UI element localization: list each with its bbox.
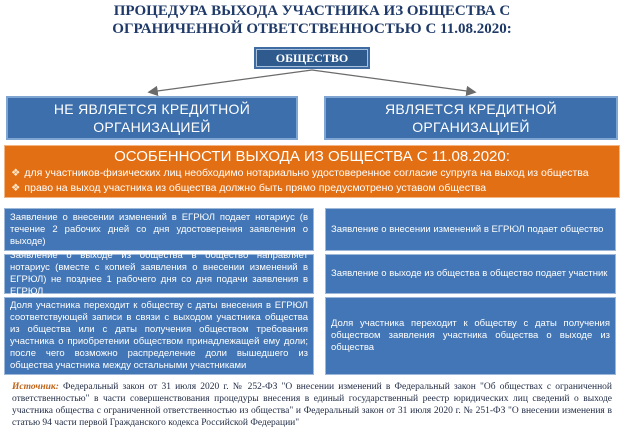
features-heading: ОСОБЕННОСТИ ВЫХОДА ИЗ ОБЩЕСТВА С 11.08.2020: xyxy=(114,148,510,165)
right-step-1-text: Заявление о внесении изменений в ЕГРЮЛ подает общество xyxy=(331,223,604,235)
source-text: Федеральный закон от 31 июля 2020 г. № 252-ФЗ "О внесении изменений в Федеральный закон "Об обществах с ограниченной ответственностью" в части совершенствования процедуры внесения в единый государственный реестр юридических лиц сведений о выходе участника общества с ограниченной ответственностью из общества" и Федеральный закон от 31 июля 2020 г. № 251-ФЗ "О внесении изменения в статью 94 части первой Гражданского кодекса Российской Федерации" xyxy=(12,382,612,428)
features-item xyxy=(11,181,619,196)
left-step-1 xyxy=(4,208,314,251)
root-node-society: ОБЩЕСТВО xyxy=(256,49,368,67)
left-step-2 xyxy=(4,250,314,297)
left-step-3-text: Доля участника переходит к обществу с даты внесения в ЕГРЮЛ соответствующей записи в связи с выходом участника общества из общества или с даты получения обществом требования участника о приобретении обществом принадлежащей ему доли; после чего возможно распределение доли вышедшего из общества участника между остальными участниками xyxy=(10,300,308,371)
features-item-text: для участников-физических лиц необходимо нотариально удостоверенное согласие супруга на выход из общества xyxy=(24,167,589,179)
page-title: ПРОЦЕДУРА ВЫХОДА УЧАСТНИКА ИЗ ОБЩЕСТВА С ОГРАНИЧЕННОЙ ОТВЕТСТВЕННОСТЬЮ С 11.08.2020: xyxy=(112,3,512,37)
features-box xyxy=(4,145,620,198)
features-item-text: право на выход участника из общества должно быть прямо предусмотрено уставом общества xyxy=(24,182,487,194)
source-note xyxy=(12,381,612,429)
features-item xyxy=(11,166,619,181)
node-not-credit-org xyxy=(6,96,298,140)
left-step-2-text: Заявление о выходе из общества в общество направляет нотариус (вместе с копией заявления о внесении изменений в ЕГРЮЛ) не позднее 1 рабочего дня со дня подачи заявления в ЕГРЮЛ xyxy=(10,250,308,297)
right-step-1 xyxy=(325,208,616,251)
right-step-3-text: Доля участника переходит к обществу с даты получения обществом заявления участника общества о выходе из общества xyxy=(331,318,610,353)
node-credit-org-label: ЯВЛЯЕТСЯ КРЕДИТНОЙ ОРГАНИЗАЦИЕЙ xyxy=(385,101,557,135)
diamond-bullet-icon: ❖ xyxy=(11,182,21,194)
right-step-3 xyxy=(325,297,616,375)
diamond-bullet-icon: ❖ xyxy=(11,167,21,179)
arrow-left xyxy=(150,70,312,92)
node-credit-org xyxy=(324,96,618,140)
features-list xyxy=(11,166,619,196)
node-not-credit-org-label: НЕ ЯВЛЯЕТСЯ КРЕДИТНОЙ ОРГАНИЗАЦИЕЙ xyxy=(53,101,251,135)
left-step-3 xyxy=(4,297,314,375)
right-step-2 xyxy=(325,254,616,294)
source-label: Источник: xyxy=(12,382,59,392)
arrow-right xyxy=(312,70,474,92)
left-step-1-text: Заявление о внесении изменений в ЕГРЮЛ подает нотариус (в течение 2 рабочих дней со дня удостоверения заявления о выходе) xyxy=(10,211,308,247)
right-step-2-text: Заявление о выходе из общества в общество подает участник xyxy=(331,268,608,279)
